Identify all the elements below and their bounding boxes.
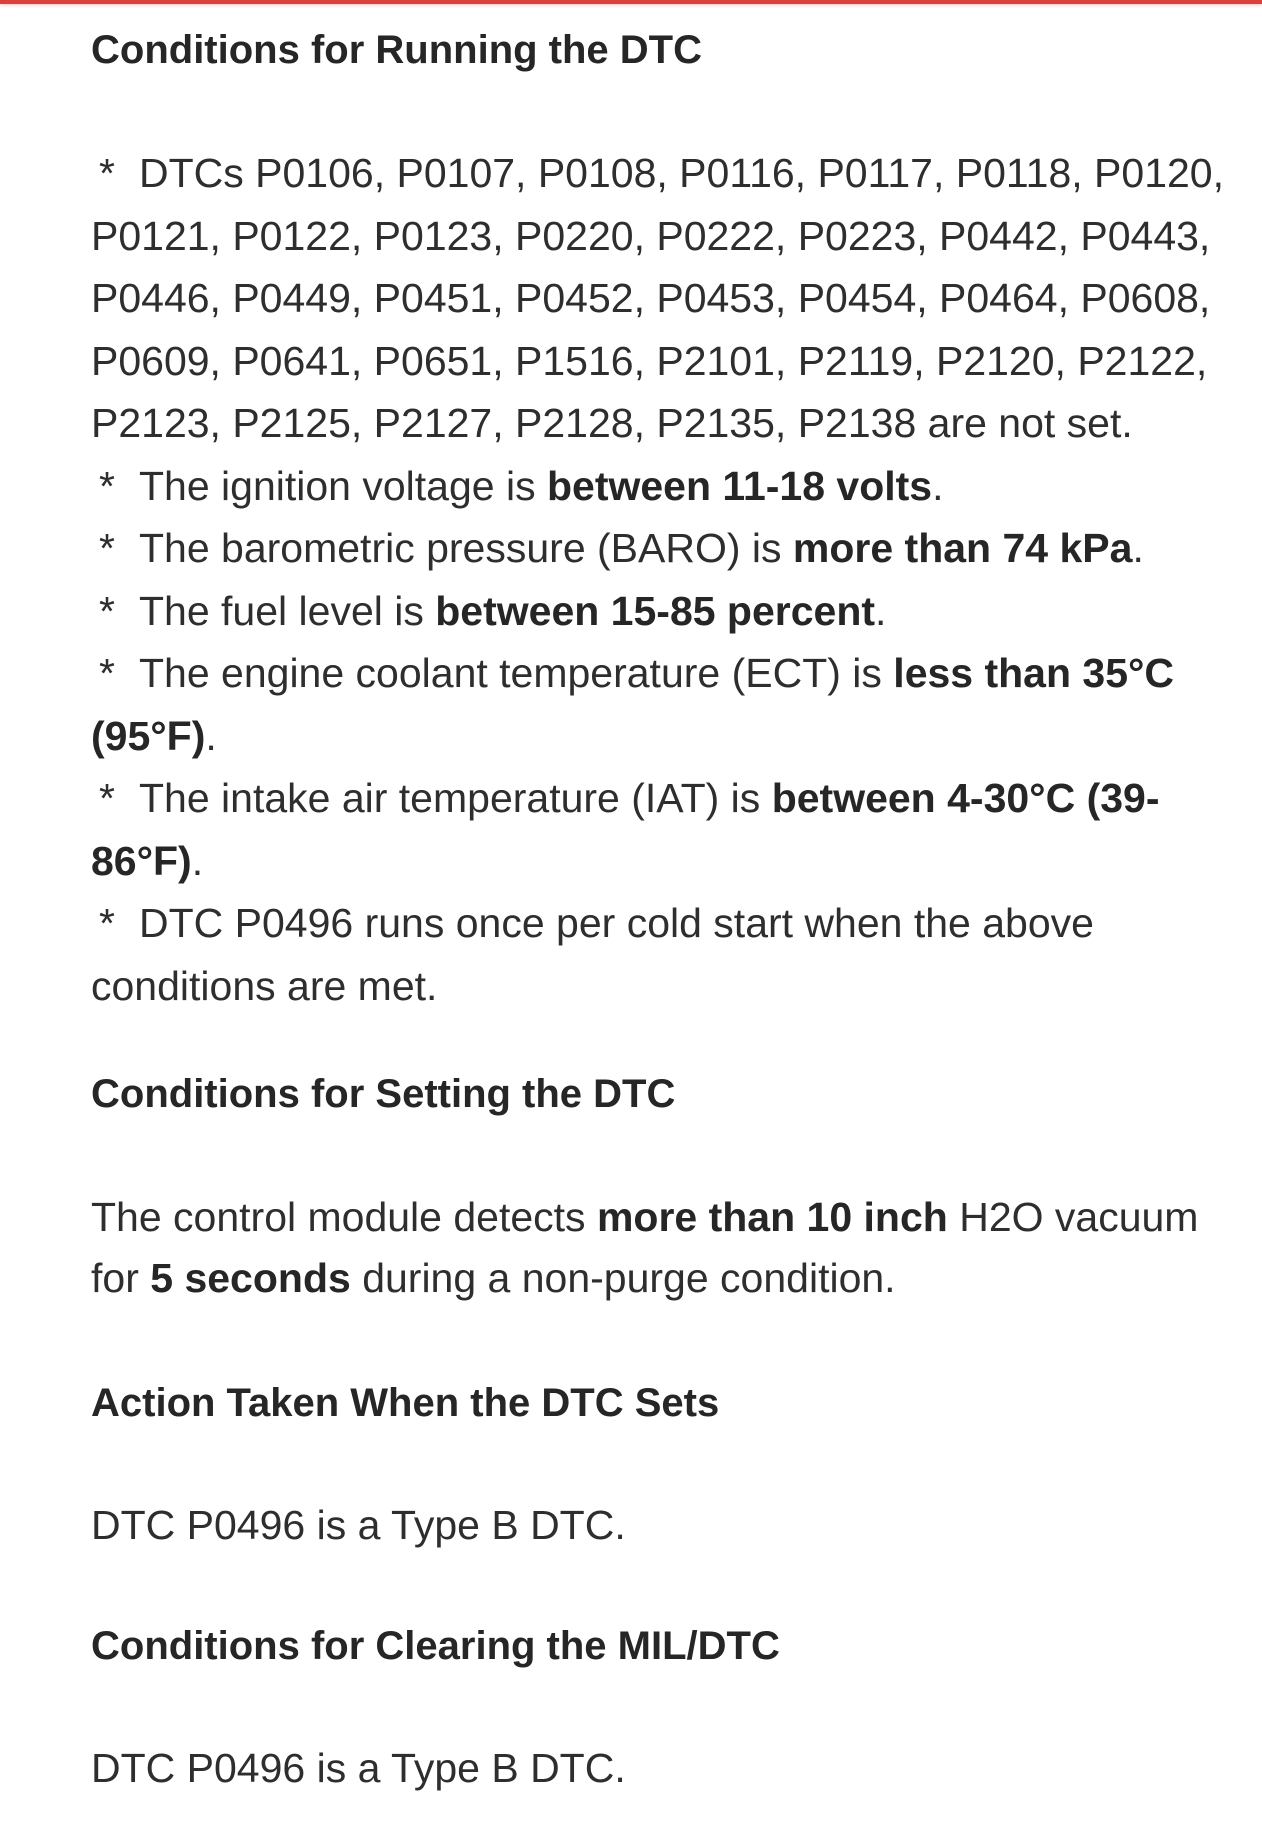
bullet-star: *	[99, 650, 115, 696]
list-item: * The engine coolant temperature (ECT) is less than 35°C (95°F).	[91, 642, 1231, 767]
heading-action: Action Taken When the DTC Sets	[91, 1381, 720, 1425]
bullet-star: *	[99, 462, 115, 509]
bullet-star: *	[99, 900, 115, 946]
heading-running: Conditions for Running the DTC	[91, 28, 702, 72]
top-accent-bar	[0, 0, 1262, 4]
list-item: * The barometric pressure (BARO) is more than 74 kPa.	[91, 517, 1231, 580]
bullet-star: *	[99, 150, 115, 196]
list-item: * The ignition voltage is between 11-18 volts.	[91, 455, 1231, 518]
heading-clearing: Conditions for Clearing the MIL/DTC	[91, 1624, 780, 1668]
clearing-paragraph: DTC P0496 is a Type B DTC.	[91, 1745, 626, 1791]
list-item: * DTC P0496 runs once per cold start when the above conditions are met.	[91, 892, 1231, 1017]
setting-paragraph: The control module detects more than 10 inch H2O vacuum for 5 seconds during a non-purge condition.	[91, 1194, 1199, 1301]
list-item: * The intake air temperature (IAT) is between 4-30°C (39-86°F).	[91, 767, 1231, 892]
list-item: * DTCs P0106, P0107, P0108, P0116, P0117, P0118, P0120, P0121, P0122, P0123, P0220, P0222, P0223, P0442, P0443, P0446, P0449, P0451, P0452, P0453, P0454, P0464, P0608, P0609, P0641, P0651, P1516, P2101, P2119, P2120, P2122, P2123, P2125, P2127, P2128, P2135, P2138 are not set.	[91, 142, 1231, 455]
heading-setting: Conditions for Setting the DTC	[91, 1072, 676, 1116]
list-item: * The fuel level is between 15-85 percent.	[91, 580, 1231, 643]
bullet-star: *	[99, 775, 115, 821]
running-conditions-list	[91, 142, 1231, 1017]
action-paragraph: DTC P0496 is a Type B DTC.	[91, 1502, 626, 1548]
bullet-star: *	[99, 587, 115, 634]
bullet-star: *	[99, 525, 115, 571]
